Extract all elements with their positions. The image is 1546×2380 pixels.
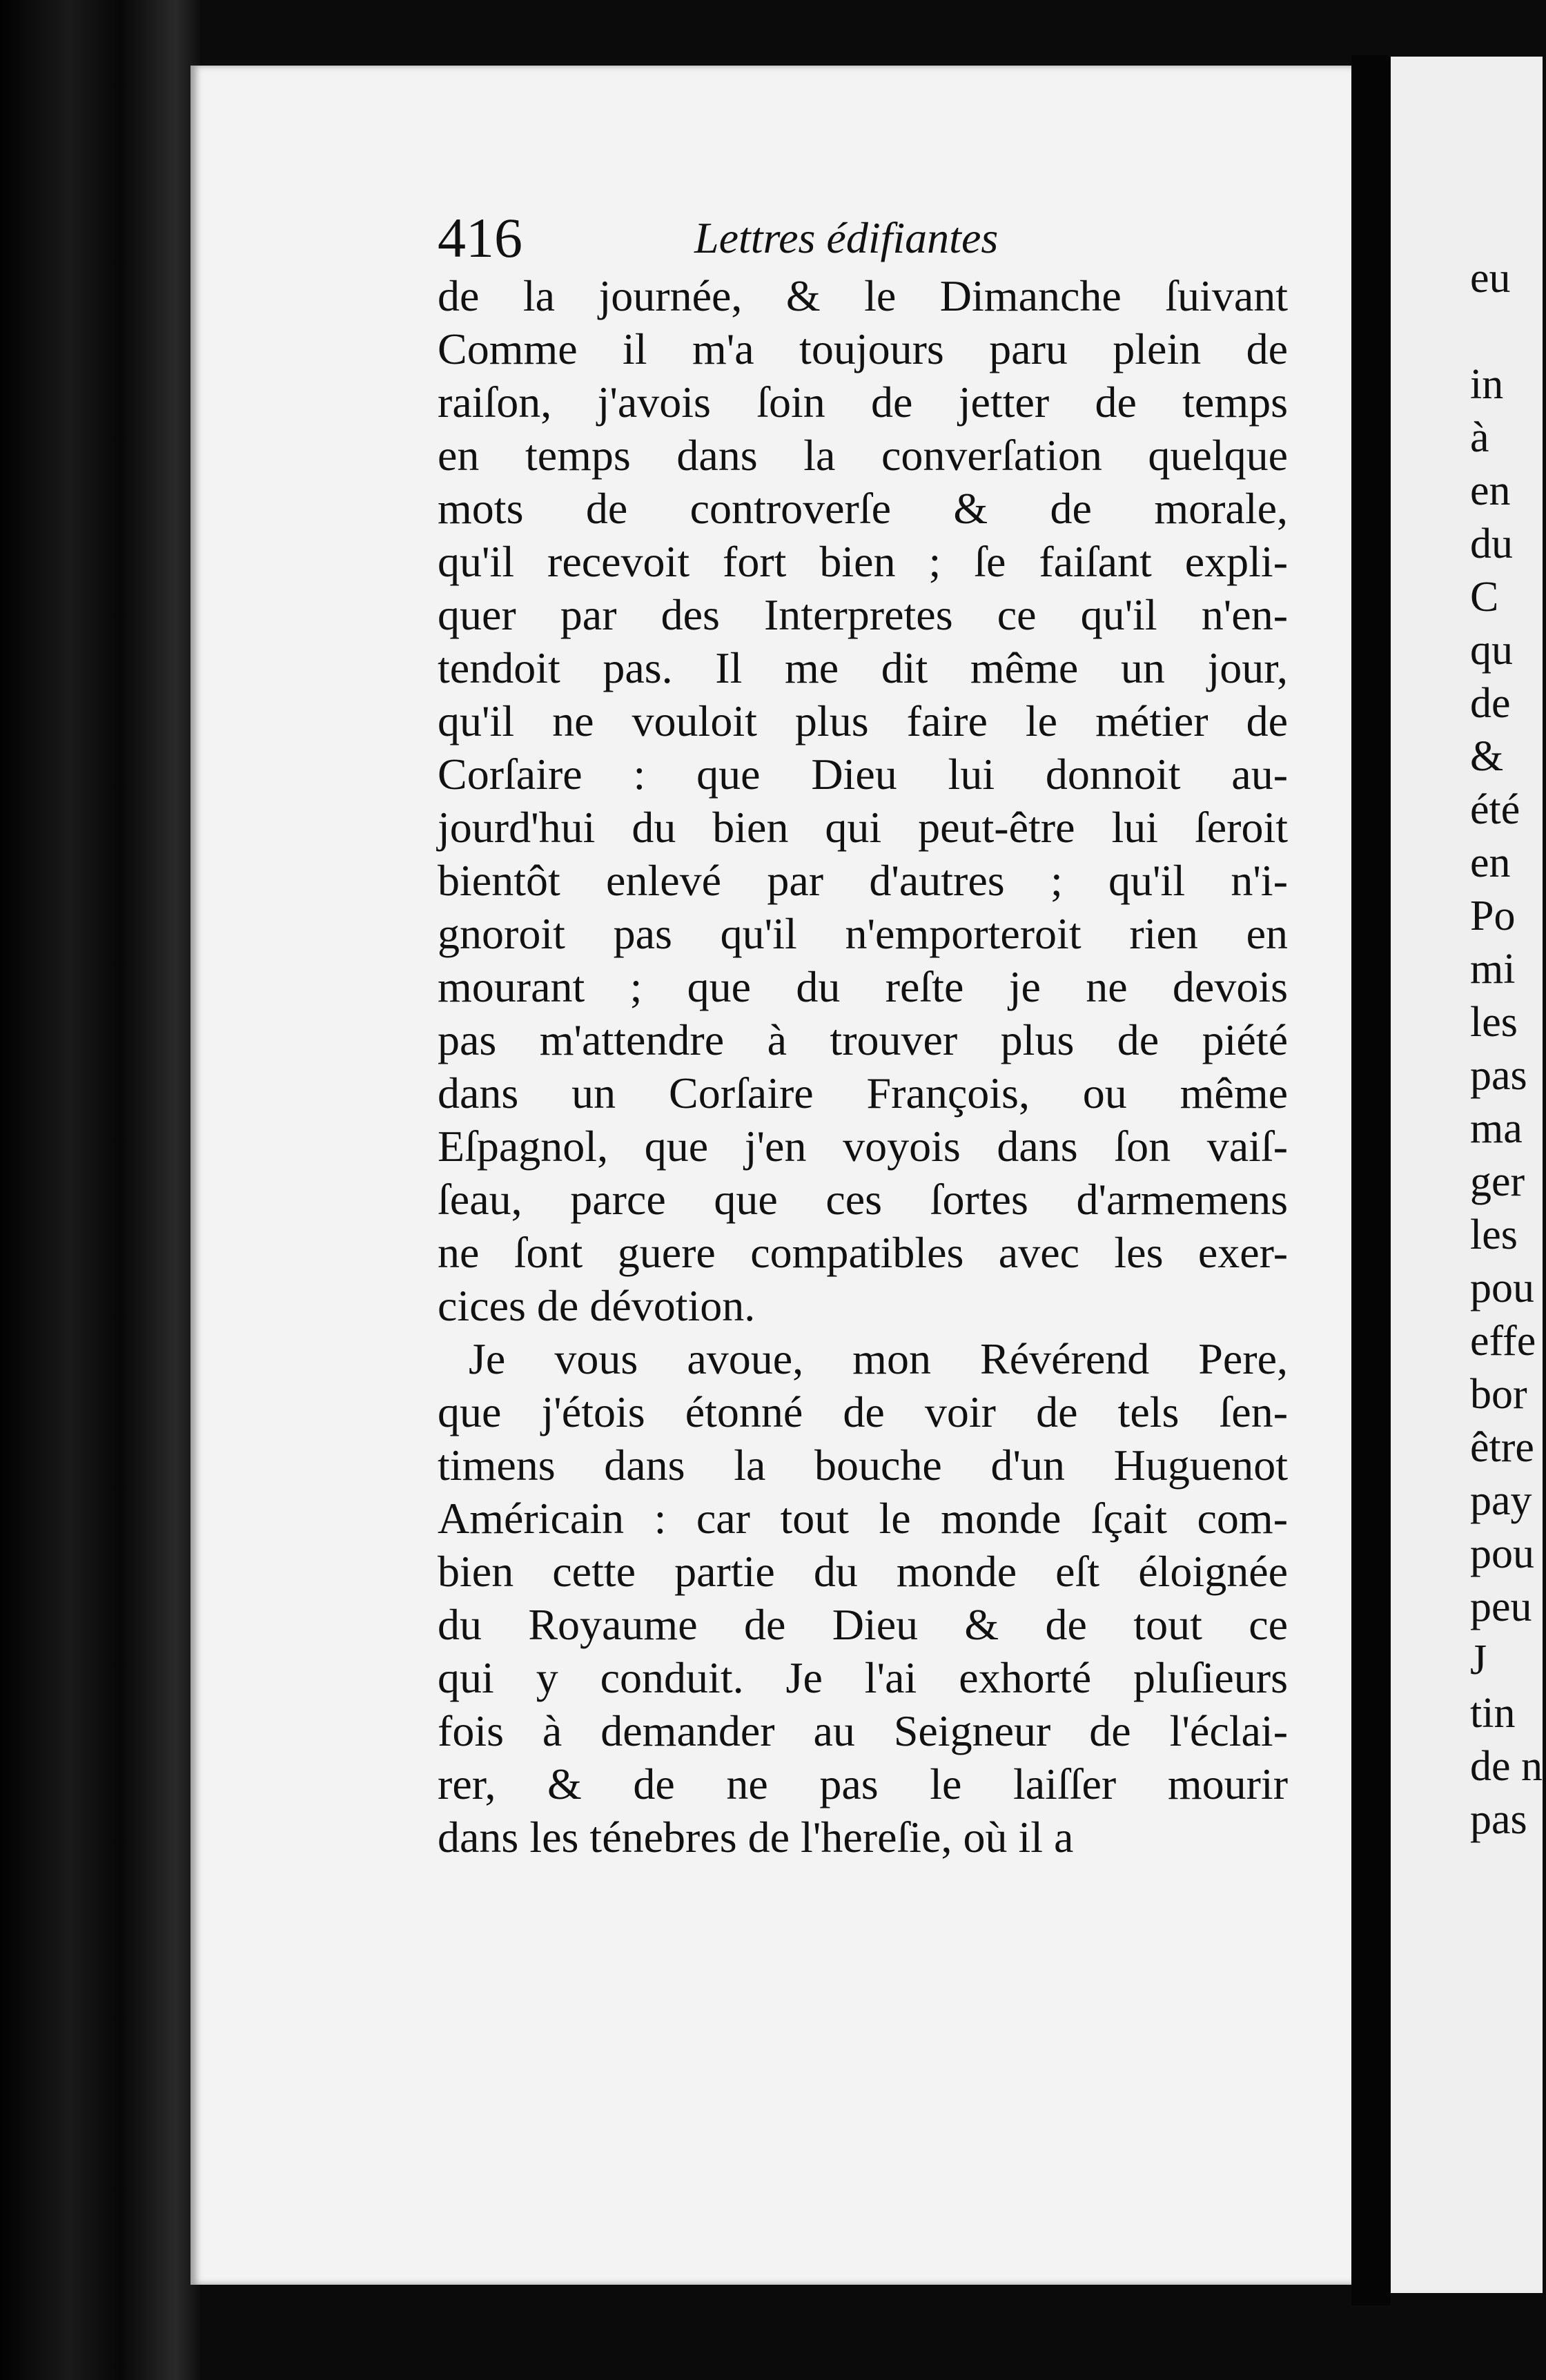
running-head: Lettres édifiantes: [694, 213, 999, 262]
right-page-fragment: Po: [1470, 892, 1516, 939]
right-page-fragment: pay: [1470, 1477, 1532, 1524]
right-page-fragment: bor: [1470, 1371, 1527, 1418]
right-page-fragment: en: [1470, 467, 1511, 514]
text-line: mots de controverſe & de morale,: [438, 484, 1288, 533]
right-page-text-fragments: [1470, 252, 1546, 1846]
text-line: que j'étois étonné de voir de tels ſen-: [438, 1387, 1288, 1436]
right-page-fragment: ma: [1470, 1105, 1523, 1152]
right-page-fragment: à: [1470, 414, 1489, 461]
text-line: Je vous avoue, mon Révérend Pere,: [469, 1334, 1288, 1383]
right-page-fragment: in: [1470, 361, 1504, 408]
right-page-fragment: [1470, 305, 1546, 358]
right-page-fragment: eu: [1470, 255, 1511, 302]
right-page-fragment: du: [1470, 520, 1513, 567]
paragraph-1: [438, 269, 1288, 1332]
right-page-fragment: tin: [1470, 1690, 1516, 1737]
paragraph-2: [438, 1332, 1288, 1864]
right-page-fragment: de n: [1470, 1743, 1543, 1790]
text-line: de la journée, & le Dimanche ſuivant: [438, 271, 1288, 320]
text-line: ne ſont guere compatibles avec les exer-: [438, 1228, 1288, 1277]
right-page-fragment: pou: [1470, 1530, 1534, 1577]
text-line: Américain : car tout le monde ſçait com-: [438, 1494, 1288, 1543]
text-line: fois à demander au Seigneur de l'éclai-: [438, 1706, 1288, 1755]
right-page-fragment: &: [1470, 733, 1504, 780]
text-line: qu'il recevoit fort bien ; ſe faiſant expli-: [438, 537, 1288, 586]
text-line: timens dans la bouche d'un Huguenot: [438, 1441, 1288, 1490]
right-page-fragment: peu: [1470, 1583, 1532, 1630]
right-page-fragment: ger: [1470, 1158, 1525, 1205]
text-line: Comme il m'a toujours paru plein de: [438, 324, 1288, 373]
text-line: du Royaume de Dieu & de tout ce: [438, 1600, 1288, 1649]
right-page-fragment: en: [1470, 839, 1511, 886]
page-gutter: [1351, 55, 1391, 2305]
text-line: gnoroit pas qu'il n'emporteroit rien en: [438, 909, 1288, 958]
text-line: Eſpagnol, que j'en voyois dans ſon vaiſ-: [438, 1122, 1288, 1171]
right-page-fragment: pas: [1470, 1052, 1527, 1099]
right-page-fragment: mi: [1470, 946, 1516, 993]
text-line: dans les ténebres de l'hereſie, où il a: [438, 1813, 1074, 1862]
right-page-fragment: J: [1470, 1637, 1487, 1684]
text-line: jourd'hui du bien qui peut-être lui ſeroit: [438, 803, 1288, 852]
text-line: ſeau, parce que ces ſortes d'armemens: [438, 1175, 1288, 1224]
right-page-fragment: effe: [1470, 1318, 1536, 1365]
text-line: qu'il ne vouloit plus faire le métier de: [438, 696, 1288, 745]
text-line: cices de dévotion.: [438, 1281, 756, 1330]
right-page-fragment: été: [1470, 786, 1520, 833]
right-page-fragment: pou: [1470, 1265, 1534, 1311]
text-line: en temps dans la converſation quelque: [438, 431, 1288, 480]
text-line: tendoit pas. Il me dit même un jour,: [438, 643, 1288, 692]
text-line: quer par des Interpretes ce qu'il n'en-: [438, 590, 1288, 639]
text-line: pas m'attendre à trouver plus de piété: [438, 1015, 1288, 1064]
text-line: bien cette partie du monde eſt éloignée: [438, 1547, 1288, 1596]
right-page-fragment: être: [1470, 1424, 1534, 1471]
book-spine-shadow: [0, 0, 200, 2380]
text-line: mourant ; que du reſte je ne devois: [438, 962, 1288, 1011]
text-line: dans un Corſaire François, ou même: [438, 1069, 1288, 1118]
text-line: Corſaire : que Dieu lui donnoit au-: [438, 750, 1288, 799]
right-page-fragment: les: [1470, 999, 1518, 1046]
text-line: qui y conduit. Je l'ai exhorté pluſieurs: [438, 1653, 1288, 1702]
page-header: [438, 207, 1059, 269]
text-line: bientôt enlevé par d'autres ; qu'il n'i-: [438, 856, 1288, 905]
page-number: 416: [438, 206, 522, 269]
right-page-fragment: pas: [1470, 1796, 1527, 1843]
right-page-fragment: les: [1470, 1211, 1518, 1258]
text-line: raiſon, j'avois ſoin de jetter de temps: [438, 378, 1288, 427]
right-page-fragment: C: [1470, 574, 1499, 621]
body-text: [438, 269, 1288, 1864]
right-page-fragment: qu: [1470, 627, 1513, 674]
right-page-fragment: de: [1470, 680, 1511, 727]
text-line: rer, & de ne pas le laiſſer mourir: [438, 1759, 1288, 1808]
